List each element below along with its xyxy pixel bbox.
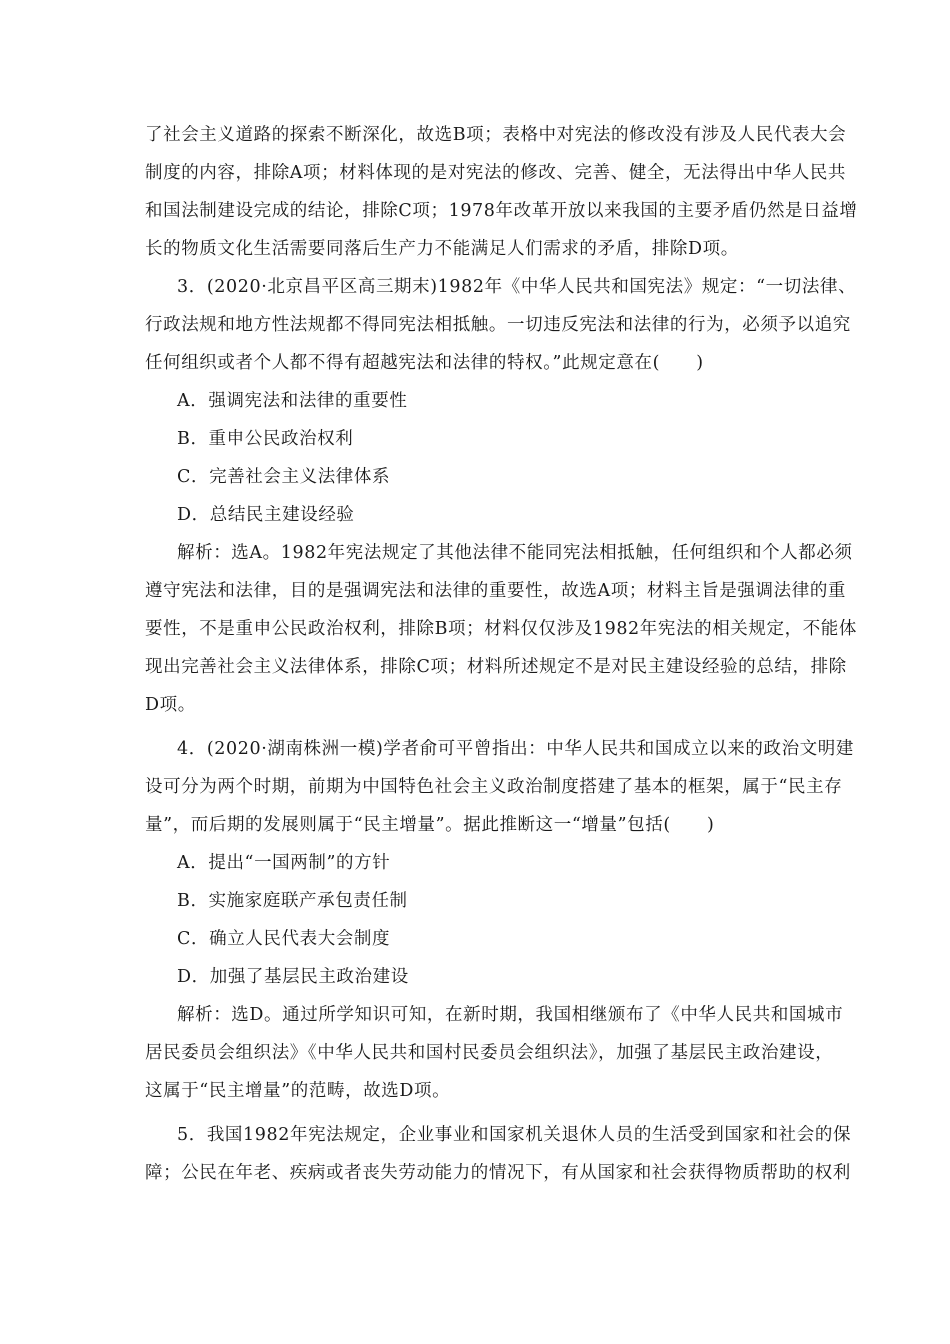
text-line: 了社会主义道路的探索不断深化，故选B项；表格中对宪法的修改没有涉及人民代表大会	[145, 125, 847, 145]
text-line: 设可分为两个时期，前期为中国特色社会主义政治制度搭建了基本的框架，属于“民主存	[145, 777, 843, 797]
option-a: A．提出“一国两制”的方针	[177, 853, 391, 873]
text-line: 任何组织或者个人都不得有超越宪法和法律的特权。”此规定意在( )	[145, 353, 704, 373]
text-line: 长的物质文化生活需要同落后生产力不能满足人们需求的矛盾，排除D项。	[145, 239, 739, 259]
analysis-3: 解析：选A。1982年宪法规定了其他法律不能同宪法相抵触，任何组织和个人都必须	[177, 543, 853, 563]
text-line: 障；公民在年老、疾病或者丧失劳动能力的情况下，有从国家和社会获得物质帮助的权利	[145, 1163, 851, 1183]
text-line: 和国法制建设完成的结论，排除C项；1978年改革开放以来我国的主要矛盾仍然是日益增	[145, 201, 858, 221]
option-c: C．完善社会主义法律体系	[177, 467, 391, 487]
option-b: B．重申公民政治权利	[177, 429, 354, 449]
question-4-stem: 4．(2020·湖南株洲一模)学者俞可平曾指出：中华人民共和国成立以来的政治文明建	[177, 739, 854, 759]
question-5-stem: 5．我国1982年宪法规定，企业事业和国家机关退休人员的生活受到国家和社会的保	[177, 1125, 852, 1145]
text-line: D项。	[145, 695, 196, 715]
text-line: 量”，而后期的发展则属于“民主增量”。据此推断这一“增量”包括( )	[145, 815, 715, 835]
option-d: D．加强了基层民主政治建设	[177, 967, 409, 987]
option-c: C．确立人民代表大会制度	[177, 929, 391, 949]
text-line: 居民委员会组织法》《中华人民共和国村民委员会组织法》，加强了基层民主政治建设，	[145, 1043, 834, 1063]
text-line: 要性，不是重申公民政治权利，排除B项；材料仅仅涉及1982年宪法的相关规定，不能体	[145, 619, 857, 639]
analysis-4: 解析：选D。通过所学知识可知，在新时期，我国相继颁布了《中华人民共和国城市	[177, 1005, 844, 1025]
question-3-stem: 3．(2020·北京昌平区高三期末)1982年《中华人民共和国宪法》规定：“一切法律、	[177, 277, 857, 297]
text-line: 遵守宪法和法律，目的是强调宪法和法律的重要性，故选A项；材料主旨是强调法律的重	[145, 581, 847, 601]
option-a: A．强调宪法和法律的重要性	[177, 391, 408, 411]
text-line: 现出完善社会主义法律体系，排除C项；材料所述规定不是对民主建设经验的总结，排除	[145, 657, 847, 677]
option-d: D．总结民主建设经验	[177, 505, 355, 525]
text-line: 行政法规和地方性法规都不得同宪法相抵触。一切违反宪法和法律的行为，必须予以追究	[145, 315, 851, 335]
text-line: 制度的内容，排除A项；材料体现的是对宪法的修改、完善、健全，无法得出中华人民共	[145, 163, 847, 183]
option-b: B．实施家庭联产承包责任制	[177, 891, 408, 911]
text-line: 这属于“民主增量”的范畴，故选D项。	[145, 1081, 451, 1101]
